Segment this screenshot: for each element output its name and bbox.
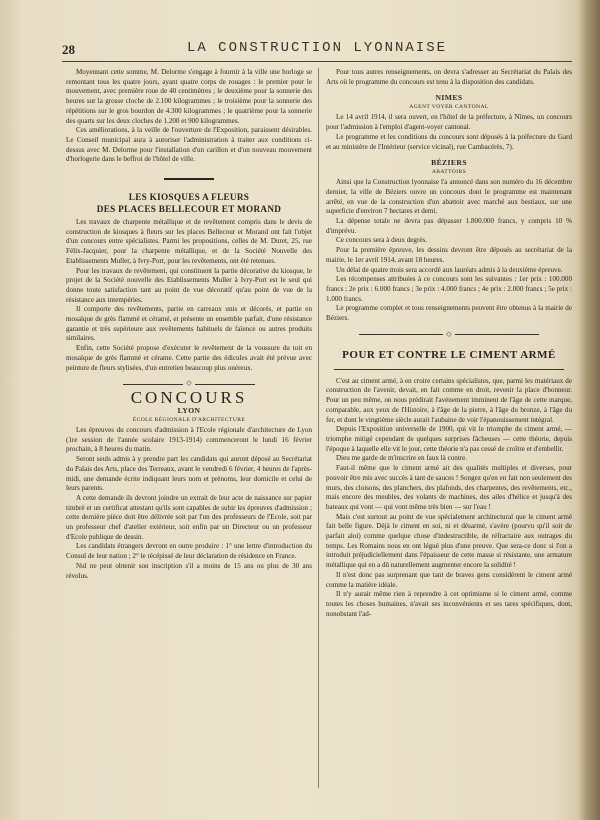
left-column [66, 68, 312, 788]
paragraph: Ces améliorations, à la veille de l'ouverture de l'Exposition, paraissent désirables. Le Conseil municipal aura à autoriser l'administration à traiter aux conditions ci-dessus avec M. Delorme pour l'installation d'un carillon et d'un nouveau mouvement d'horlogerie dans le beffroi de l'hôtel de ville. [66, 126, 312, 164]
paragraph: Ainsi que la Construction lyonnaise l'a annoncé dans son numéro du 16 décembre dernier, la ville de Béziers ouvre un concours dont le programme est maintenant arrêté, en vue de la construction d'un abattoir avec marché aux bestiaux, sur une superficie d'environ 7 hectares et demi. [326, 178, 572, 216]
paragraph: Le programme et les conditions du concours sont déposés à la préfecture du Gard et au ministère de l'Intérieur (service vicinal), rue Cambacérès, 7). [326, 132, 572, 151]
title-underline [326, 365, 572, 369]
ciment-title: POUR ET CONTRE LE CIMENT ARMÉ [342, 348, 556, 361]
paragraph: Enfin, cette Société propose d'exécuter le revêtement de la voussure du toit en mosaïque de grès flammé et cérame. Cette partie des édicules avait été prévue avec peinture de fleurs stylisées, d'un entretien beaucoup plus onéreux. [66, 344, 312, 372]
paragraph: Il comporte des revêtements, partie en carreaux unis et décorés, et partie en mosaïque de grès flammé et céramé, et présente un ensemble parfait, d'une résistance garantie et très supérieure aux revêtements habituels de faïence ou autres produits similaires. [66, 305, 312, 343]
paragraph: Il n'est donc pas surprenant que tant de braves gens considèrent le ciment armé comme la matière idéale. [326, 570, 572, 589]
kiosques-title-line-1: LES KIOSQUES A FLEURS [128, 192, 250, 203]
right-column [326, 68, 572, 788]
page-number: 28 [62, 42, 75, 57]
paragraph: Le 14 avril 1914, il sera ouvert, en l'hôtel de la préfecture, à Nîmes, un concours pour l'admission à l'emploi d'agent-voyer cantonal. [326, 113, 572, 132]
paragraph: Mais c'est surtout au point de vue spécialement architectural que le ciment armé fait belle figure. Déjà le ciment en soi, ni et désarmé, s'avère (pourvu qu'il soit de parfait aloi) comme quelque chose d'indestructible, de réfractaire aux outrages du temps. Les Romains nous en ont légué plus d'une preuve. Que sera-ce donc si l'on a introduit préjudiciellement dans l'épaisseur de cette masse si résistante, une armature métallique qui en a dû naturellement augmenter encore la solidité ! [326, 512, 572, 570]
paragraph: Les travaux de charpente métallique et de revêtement compris dans le devis de construction de kiosques à fleurs sur les places Bellecour et Morand ont fait l'objet d'un concours entre spécialistes. Parmi les propositions, celles de M. Duret, 25, rue Félix-Jacquier, pour la charpente métallique, et de la Société Nouvelle des Etablissements Muller, à Ivry-Port, pour les revêtements, ont été retenues. [66, 218, 312, 265]
section-divider [66, 175, 312, 185]
paragraph: Ce concours sera à deux degrés. [336, 236, 427, 245]
lyon-heading: LYON [177, 405, 201, 415]
paragraph: Faut-il même que le ciment armé ait des qualités multiples et diverses, pour pouvoir être mis avec succès à tant de sauces ! Songez qu'en en fait non seulement des murs, des cloisons, des planchers, des plafonds, des charpentes, des revêtements, etc., mais encore des meubles, des volants de machines, des ailes d'hélice et jusqu'à des bateaux qui vont — qui vont même très bien — sur l'eau ! [326, 464, 572, 511]
paragraph: Moyennant cette somme, M. Delorme s'engage à fournir à la ville une horloge se remontant tous les quatre jours, ayant quatre corps de rouages : le premier pour le mouvement, avec première roue de 40 centimètres ; le deuxième pour la sonnerie des heures sur la grosse cloche de 2.100 kilogrammes ; le troisième pour la sonnerie des répétitions sur le gros bourdon de 4.300 kilogrammes ; le quatrième pour la sonnerie des quarts sur les deux cloches de 1.200 et 900 kilogrammes. [66, 68, 312, 125]
paragraph: Les récompenses attribuées à ce concours sont les suivantes : 1er prix : 100.000 francs ; 2e prix : 6.000 francs ; 3e prix : 4.000 francs ; 4e prix : 2.000 francs ; 5e prix : 1.000 francs. [326, 275, 572, 303]
lyon-caption: ÉCOLE RÉGIONALE D'ARCHITECTURE [132, 416, 246, 423]
beziers-heading: BÉZIERS [431, 158, 467, 168]
paragraph: Pour tous autres renseignements, on devra s'adresser au Secrétariat du Palais des Arts où le programme du concours est tenu à la disposition des candidats. [326, 68, 572, 86]
paragraph: Les épreuves du concours d'admission à l'Ecole régionale d'architecture de Lyon (1re session de l'année scolaire 1913-1914) commenceront le lundi 16 février prochain, à 8 heures du matin. [66, 425, 312, 454]
paragraph: Il n'y aurait même rien à reprendre à cet optimisme si le ciment armé, comme toutes les choses humaines, n'avait ses inconvénients et ses tares spécifiques, dont, nonobstant l'ad- [326, 590, 572, 618]
paragraph: Seront seuls admis à y prendre part les candidats qui auront déposé au Secrétariat du Palais des Arts, place des Terreaux, avant le vendredi 6 février, 4 heures de l'après-midi, une demande écrite indiquant leurs nom et prénoms, leur domicile et celui de leurs parents. [66, 455, 312, 493]
nimes-caption: AGENT VOYER CANTONAL [409, 104, 489, 111]
ornament-divider [326, 330, 572, 340]
beziers-caption: ABATTOIRS [431, 169, 467, 176]
paragraph: Pour la première épreuve, les dessins devront être déposés au secrétariat de la mairie, le 1er avril 1914, avant 18 heures. [326, 246, 572, 264]
header-rule [62, 61, 572, 62]
diamond-ornament-icon: ◇ [186, 379, 192, 388]
paragraph: Les candidats étrangers devront en outre produire : 1° une lettre d'introduction du Consul de leur nation ; 2° le récépissé de leur déclaration de résidence en France. [66, 542, 312, 561]
paragraph: Le programme complet et tous renseignements peuvent être obtenus à la mairie de Béziers. [326, 304, 572, 323]
paragraph: Un délai de quatre mois sera accordé aux lauréats admis à la deuxième épreuve. [336, 265, 563, 274]
diamond-ornament-icon: ◇ [446, 329, 452, 338]
kiosques-title-line-2: DES PLACES BELLECOUR ET MORAND [96, 204, 282, 215]
paragraph: A cette demande ils devront joindre un extrait de leur acte de naissance sur papier timbré et un certificat attestant qu'ils sont capables de subir les épreuves d'admission ; cette dernière pièce doit être délivrée soit par l'un des professeurs de l'Ecole, soit par un professeur chef d'atelier extérieur, soit enfin par un Directeur ou un professeur d'Ecole publique de dessin. [66, 493, 312, 541]
paragraph: Depuis l'Exposition universelle de 1900, qui vit le triomphe du ciment armé, — triomphe mitigé cependant de quelques surprises fâcheuses — cette théorie, depuis l'époque à laquelle elle vit le jour, cette théorie n'a pas cessé de croître et d'embellir. [326, 425, 572, 453]
kiosques-title [66, 191, 312, 215]
paragraph: C'est au ciment armé, à en croire certains spécialistes, que, parmi les matériaux de construction de l'avenir, devait, en fait comme en droit, revenir la place d'honneur. Pour un peu même, on nous prédirait l'avènement imminent de l'âge de cette marque, comparable, aux yeux de l'Histoire, à l'âge de la pierre, à l'âge du bronze, à l'âge du fer, et dont le vingtième siècle aurait l'aubaine de voir l'épanouissement intégral. [326, 376, 572, 424]
book-spine [578, 0, 600, 820]
ornament-divider [66, 379, 312, 389]
concours-banner: CONCOURS [130, 388, 248, 408]
column-divider [318, 68, 319, 788]
paragraph: Dieu me garde de m'inscrire en faux là contre. [336, 454, 468, 463]
running-title: LA CONSTRUCTION LYONNAISE [186, 40, 448, 56]
page-header [62, 40, 572, 60]
paragraph: Nul ne peut obtenir son inscription s'il a moins de 15 ans ou plus de 30 ans révolus. [66, 561, 312, 580]
paragraph: La dépense totale ne devra pas dépasser 1.800.000 francs, y compris 10 % d'imprévu. [326, 217, 572, 235]
nimes-heading: NIMES [435, 93, 463, 103]
paragraph: Pour les travaux de revêtement, qui constituent la partie décorative du kiosque, le projet de la Société nouvelle des Etablissements Muller à Ivry-Port est le seul qui donne toute satisfaction tant au point de vue décoratif qu'au point de vue de la résistance aux intempéries. [66, 266, 312, 304]
